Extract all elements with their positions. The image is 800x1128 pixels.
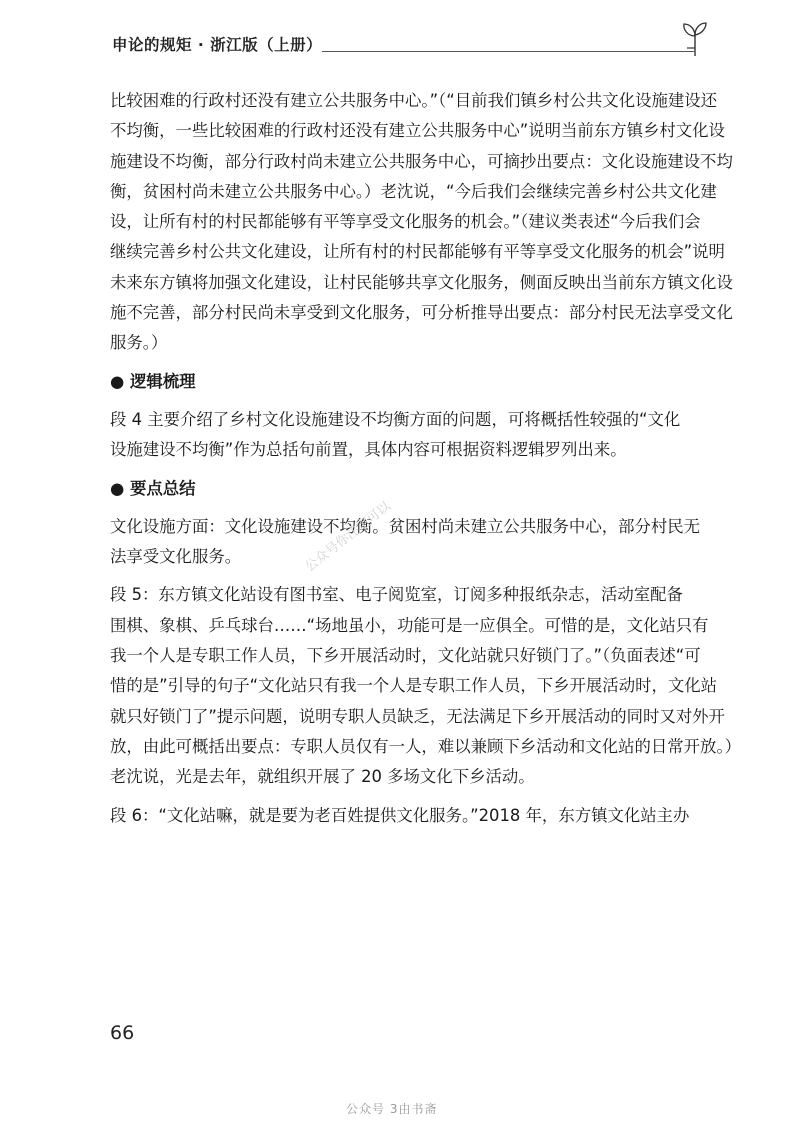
text-line: 施建设不均衡，部分行政村尚未建立公共服务中心，可摘抄出要点：文化设施建设不均 bbox=[110, 151, 733, 171]
text-line: 围棋、象棋、乒乓球台……“场地虽小，功能可是一应俱全。可惜的是，文化站只有 bbox=[110, 615, 709, 635]
header-rule bbox=[322, 51, 694, 52]
text-line: 段 5：东方镇文化站设有图书室、电子阅览室，订阅多种报纸杂志，活动室配备 bbox=[110, 585, 683, 605]
text-line: 段 6：“文化站嘛，就是要为老百姓提供文化服务。”2018 年，东方镇文化站主办 bbox=[110, 805, 690, 825]
text-line: 我一个人是专职工作人员，下乡开展活动时，文化站就只好锁门了。”（负面表述“可 bbox=[110, 646, 701, 666]
text-line: 未来东方镇将加强文化建设，让村民能够共享文化服务，侧面反映出当前东方镇文化设 bbox=[110, 272, 733, 292]
text-line: 施不完善，部分村民尚未享受到文化服务，可分析推导出要点：部分村民无法享受文化 bbox=[110, 303, 733, 323]
text-line: 就只好锁门了”提示问题，说明专职人员缺乏，无法满足下乡开展活动的同时又对外开 bbox=[110, 706, 725, 726]
text-line: 放，由此可概括出要点：专职人员仅有一人，难以兼顾下乡活动和文化站的日常开放。） bbox=[110, 736, 742, 756]
text-line: 继续完善乡村公共文化建设，让所有村的村民都能够有平等享受文化服务的机会”说明 bbox=[110, 242, 725, 262]
book-title: 申论的规矩 · 浙江版（上册） bbox=[112, 36, 323, 54]
text-line: 衡，贫困村尚未建立公共服务中心。）老沈说，“今后我们会继续完善乡村公共文化建 bbox=[110, 181, 717, 201]
text-line: 法享受文化服务。 bbox=[110, 547, 242, 567]
text-line: 文化设施方面：文化设施建设不均衡。贫困村尚未建立公共服务中心，部分村民无 bbox=[110, 516, 701, 536]
body-text bbox=[110, 86, 742, 831]
text-line: 比较困难的行政村还没有建立公共服务中心。”（“目前我们镇乡村公共文化设施建设还 bbox=[110, 91, 718, 110]
section-heading-logic: ● 逻辑梳理 bbox=[110, 371, 196, 391]
text-line: 不均衡，一些比较困难的行政村还没有建立公共服务中心”说明当前东方镇乡村文化设 bbox=[110, 121, 725, 141]
text-line: 设，让所有村的村民都能够有平等享受文化服务的机会。”（建议类表述“今后我们会 bbox=[110, 212, 701, 232]
page-number: 66 bbox=[110, 1022, 135, 1044]
running-header bbox=[112, 20, 712, 60]
sprout-icon bbox=[678, 20, 712, 58]
footer-stamp: 公众号 3由书斋 bbox=[346, 1102, 438, 1116]
text-line: 设施建设不均衡”作为总括句前置，具体内容可根据资料逻辑罗列出来。 bbox=[110, 440, 627, 460]
text-line: 老沈说，光是去年，就组织开展了 20 多场文化下乡活动。 bbox=[110, 767, 535, 787]
section-heading-summary: ● 要点总结 bbox=[110, 478, 196, 498]
watermark: 公众号你注定可以 bbox=[302, 499, 394, 575]
text-line: 段 4 主要介绍了乡村文化设施建设不均衡方面的问题，可将概括性较强的“文化 bbox=[110, 409, 681, 429]
text-line: 惜的是”引导的句子“文化站只有我一个人是专职工作人员，下乡开展活动时，文化站 bbox=[110, 676, 718, 696]
text-line: 服务。） bbox=[110, 333, 168, 353]
